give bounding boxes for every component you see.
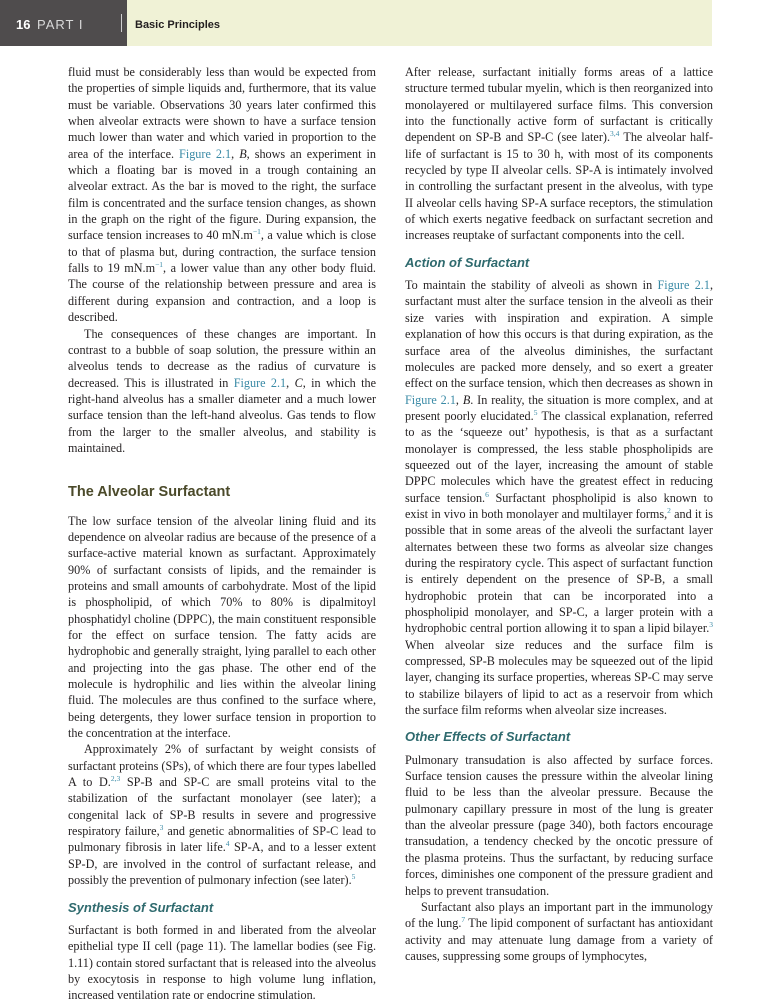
heading-action-of-surfactant: Action of Surfactant: [405, 254, 530, 270]
page-number: 16: [16, 17, 31, 32]
text-run: The lipid component of surfactant has antioxidant activity and may attenuate lung damage from a variety of causes, suppressing some groups of lymphocytes,: [405, 916, 713, 963]
text-run: Approximately 2% of surfactant by weight consists of surfactant proteins (SPs), of which there are four types labelled A to D.: [68, 742, 376, 790]
paragraph: [68, 513, 376, 742]
citation-ref[interactable]: 5: [533, 407, 538, 417]
italic-text: C: [294, 375, 303, 390]
heading-other-effects-of-surfactant: Other Effects of Surfactant: [405, 729, 571, 745]
text-run: , a lower value than any other body fluid. The course of the relationship between pressure and area is different during expansion and contraction, and a loop is described.: [68, 261, 376, 325]
text-run: ,: [286, 375, 295, 390]
text-run: , a value which is close to that of plasma but, during contraction, the surface tension falls to 19 mN.m: [68, 228, 376, 276]
text-run: ,: [455, 392, 463, 407]
paragraph: [405, 277, 713, 718]
text-run: and genetic abnormalities of SP-C lead to pulmonary fibrosis in later life.: [68, 824, 377, 855]
text-run: When alveolar size reduces and the surface film is compressed, SP-B molecules may be squeezed out of the lipid layer, changing its surface properties, whereas SP-C may serve to stabilize bilayers of lipid to act as a reservoir from which the surface film reforms when alveolar size increases.: [405, 637, 713, 718]
text-run: , surfactant must alter the surface tension in the alveoli as their size varies with inspiration and expiration. A simple explanation of how this occurs is that during expiration, as the surface area of the alveolus diminishes, the surfactant molecules are packed more densely, and so exert a greater effect on the surface tension, which then decreases as shown in: [405, 278, 713, 391]
text-run: The alveolar half-life of surfactant is 15 to 30 h, with most of its components recycled by type II alveolar cells. SP-A is intimately involved in controlling the surfactant present in the alveolus, with type II alveolar cells having SP-A surface receptors, the stimulation of which exerts negative feedback on surfactant secretion and increases reuptake of surfactant components into the cell.: [405, 130, 714, 243]
citation-ref[interactable]: 3: [709, 620, 713, 630]
text-run: After release, surfactant initially forms areas of a lattice structure termed tubular myelin, which is then reorganized into monolayered or multilayered surface films. This conversion into the functionally active form of surfactant is critically dependent on SP-B and SP-C (see later).: [405, 65, 713, 145]
text-run: To maintain the stability of alveoli as shown in: [405, 278, 658, 293]
paragraph: [68, 741, 376, 888]
citation-ref[interactable]: −1: [155, 260, 164, 270]
right-column: [405, 64, 713, 964]
figure-link[interactable]: Figure 2.1: [179, 146, 232, 161]
text-run: SP-B and SP-C are small proteins vital to the stabilization of the surfactant monolayer (see later); a congenital lack of SP-B results in severe and progressive respiratory failure,: [68, 775, 376, 839]
figure-link[interactable]: Figure 2.1: [233, 375, 287, 390]
heading-alveolar-surfactant: The Alveolar Surfactant: [68, 484, 231, 501]
citation-ref[interactable]: 2: [667, 505, 671, 515]
figure-link[interactable]: Figure 2.1: [657, 278, 710, 293]
text-run: The classical explanation, referred to as the ‘squeeze out’ hypothesis, is that as a surfactant monolayer is compressed, the less stable phospholipids are squeezed out of the layer, increasing the amount of stable DPPC molecules which have the greatest effect in reducing surface tension.: [405, 408, 713, 505]
text-run: The consequences of these changes are important. In contrast to a bubble of soap solution, the pressure within an alveolus tends to decrease as the radius of curvature is decreased. This is illustrated in: [68, 326, 376, 390]
paragraph: [405, 899, 713, 964]
italic-text: B: [462, 392, 471, 407]
citation-ref[interactable]: 2,3: [110, 774, 121, 784]
paragraph: [68, 922, 376, 1004]
text-run: The low surface tension of the alveolar lining fluid and its dependence on alveolar radius are because of the presence of a surface-active material known as surfactant. Approximately 90% of surfactant consists of lipids, and the remainder is proteins and small amounts of carbohydrate. Most of the lipid is phospholipid, of which 70% to 80% is dipalmitoyl phosphatidyl choline (DPPC), the main constituent responsible for the effect on surface tension. The fatty acids are hydrophobic and generally straight, lying parallel to each other and projecting into the gas phase. The other end of the molecule is hydrophilic and lies within the alveolar lining fluid. The molecules are thus confined to the surface where, being detergents, they lower surface tension in proportion to the concentration at the interface.: [68, 513, 376, 741]
left-column: [68, 64, 376, 1004]
citation-ref[interactable]: 5: [351, 872, 356, 882]
text-run: , in which the right-hand alveolus has a smaller diameter and a much lower surface tension than the left-hand alveolus. Gas tends to flow from the larger to the smaller alveolus, and stability is maintained.: [68, 375, 377, 455]
italic-text: B: [239, 146, 247, 161]
paragraph: [68, 326, 376, 457]
text-run: Pulmonary transudation is also affected by surface forces. Surface tension causes the pressure within the alveolar lining fluid to be less than the alveolar pressure. Because the pulmonary capillary pressure in most of the lung is greater than the alveolar pressure (page 340), both factors encourage transudation, a tendency checked by the oncotic pressure of the plasma proteins. Thus the surfactant, by reducing surface forces, diminishes one component of the pressure gradient and helps to prevent transudation.: [405, 752, 713, 898]
citation-ref[interactable]: 3: [159, 823, 164, 833]
citation-ref[interactable]: 4: [225, 839, 230, 849]
figure-link[interactable]: Figure 2.1: [405, 392, 456, 407]
text-run: and it is possible that in some areas of the alveoli the surfactant layer alternates between these two forms as alveolar size changes during the respiratory cycle. This aspect of surfactant function is entirely dependent on the presence of SP-B, a small hydrophobic protein that can be incorporated into a phospholipid monolayer, and SP-C, a larger protein with a hydrophobic central portion allowing it to span a lipid bilayer.: [405, 506, 713, 636]
header-divider: [121, 14, 122, 32]
text-run: Surfactant phospholipid is also known to exist in vivo in both monolayer and multilayer forms,: [405, 490, 714, 521]
paragraph: [68, 64, 376, 326]
text-run: ,: [231, 146, 240, 161]
text-run: fluid must be considerably less than would be expected from the properties of simple liquids and, furthermore, that its value must be variable. Observations 30 years later confirmed this when alveolar extracts were shown to have a surface tension much lower than water and which varied in proportion to the area of the interface.: [68, 65, 376, 161]
text-run: , shows an experiment in which a floating bar is moved in a trough containing an alveolar extract. As the bar is moved to the right, the surface film is concentrated and the surface tension changes, as shown in the graph on the right of the figure. During expansion, the surface tension increases to 40 mN.m: [68, 146, 377, 243]
part-label: PART I: [37, 17, 84, 32]
text-run: . In reality, the situation is more complex, and at present poorly elucidated.: [405, 392, 714, 423]
citation-ref[interactable]: 7: [461, 915, 466, 925]
section-title: Basic Principles: [135, 19, 220, 31]
paragraph: [405, 64, 713, 244]
text-run: SP-A, and to a lesser extent SP-D, are involved in the control of surfactant release, and possibly the prevention of pulmonary infection (see later).: [68, 840, 376, 888]
paragraph: [405, 752, 713, 899]
text-run: Surfactant is both formed in and liberated from the alveolar epithelial type II cell (page 11). The lamellar bodies (see Fig. 1.11) contain stored surfactant that is released into the alveolus by exocytosis in response to high volume lung inflation, increased ventilation rate or endocrine stimulation.: [68, 922, 376, 1003]
citation-ref[interactable]: 3,4: [610, 129, 620, 139]
text-run: Surfactant also plays an important part in the immunology of the lung.: [405, 899, 713, 931]
heading-synthesis-of-surfactant: Synthesis of Surfactant: [68, 899, 214, 915]
citation-ref[interactable]: 6: [485, 489, 489, 499]
citation-ref[interactable]: −1: [252, 227, 261, 237]
